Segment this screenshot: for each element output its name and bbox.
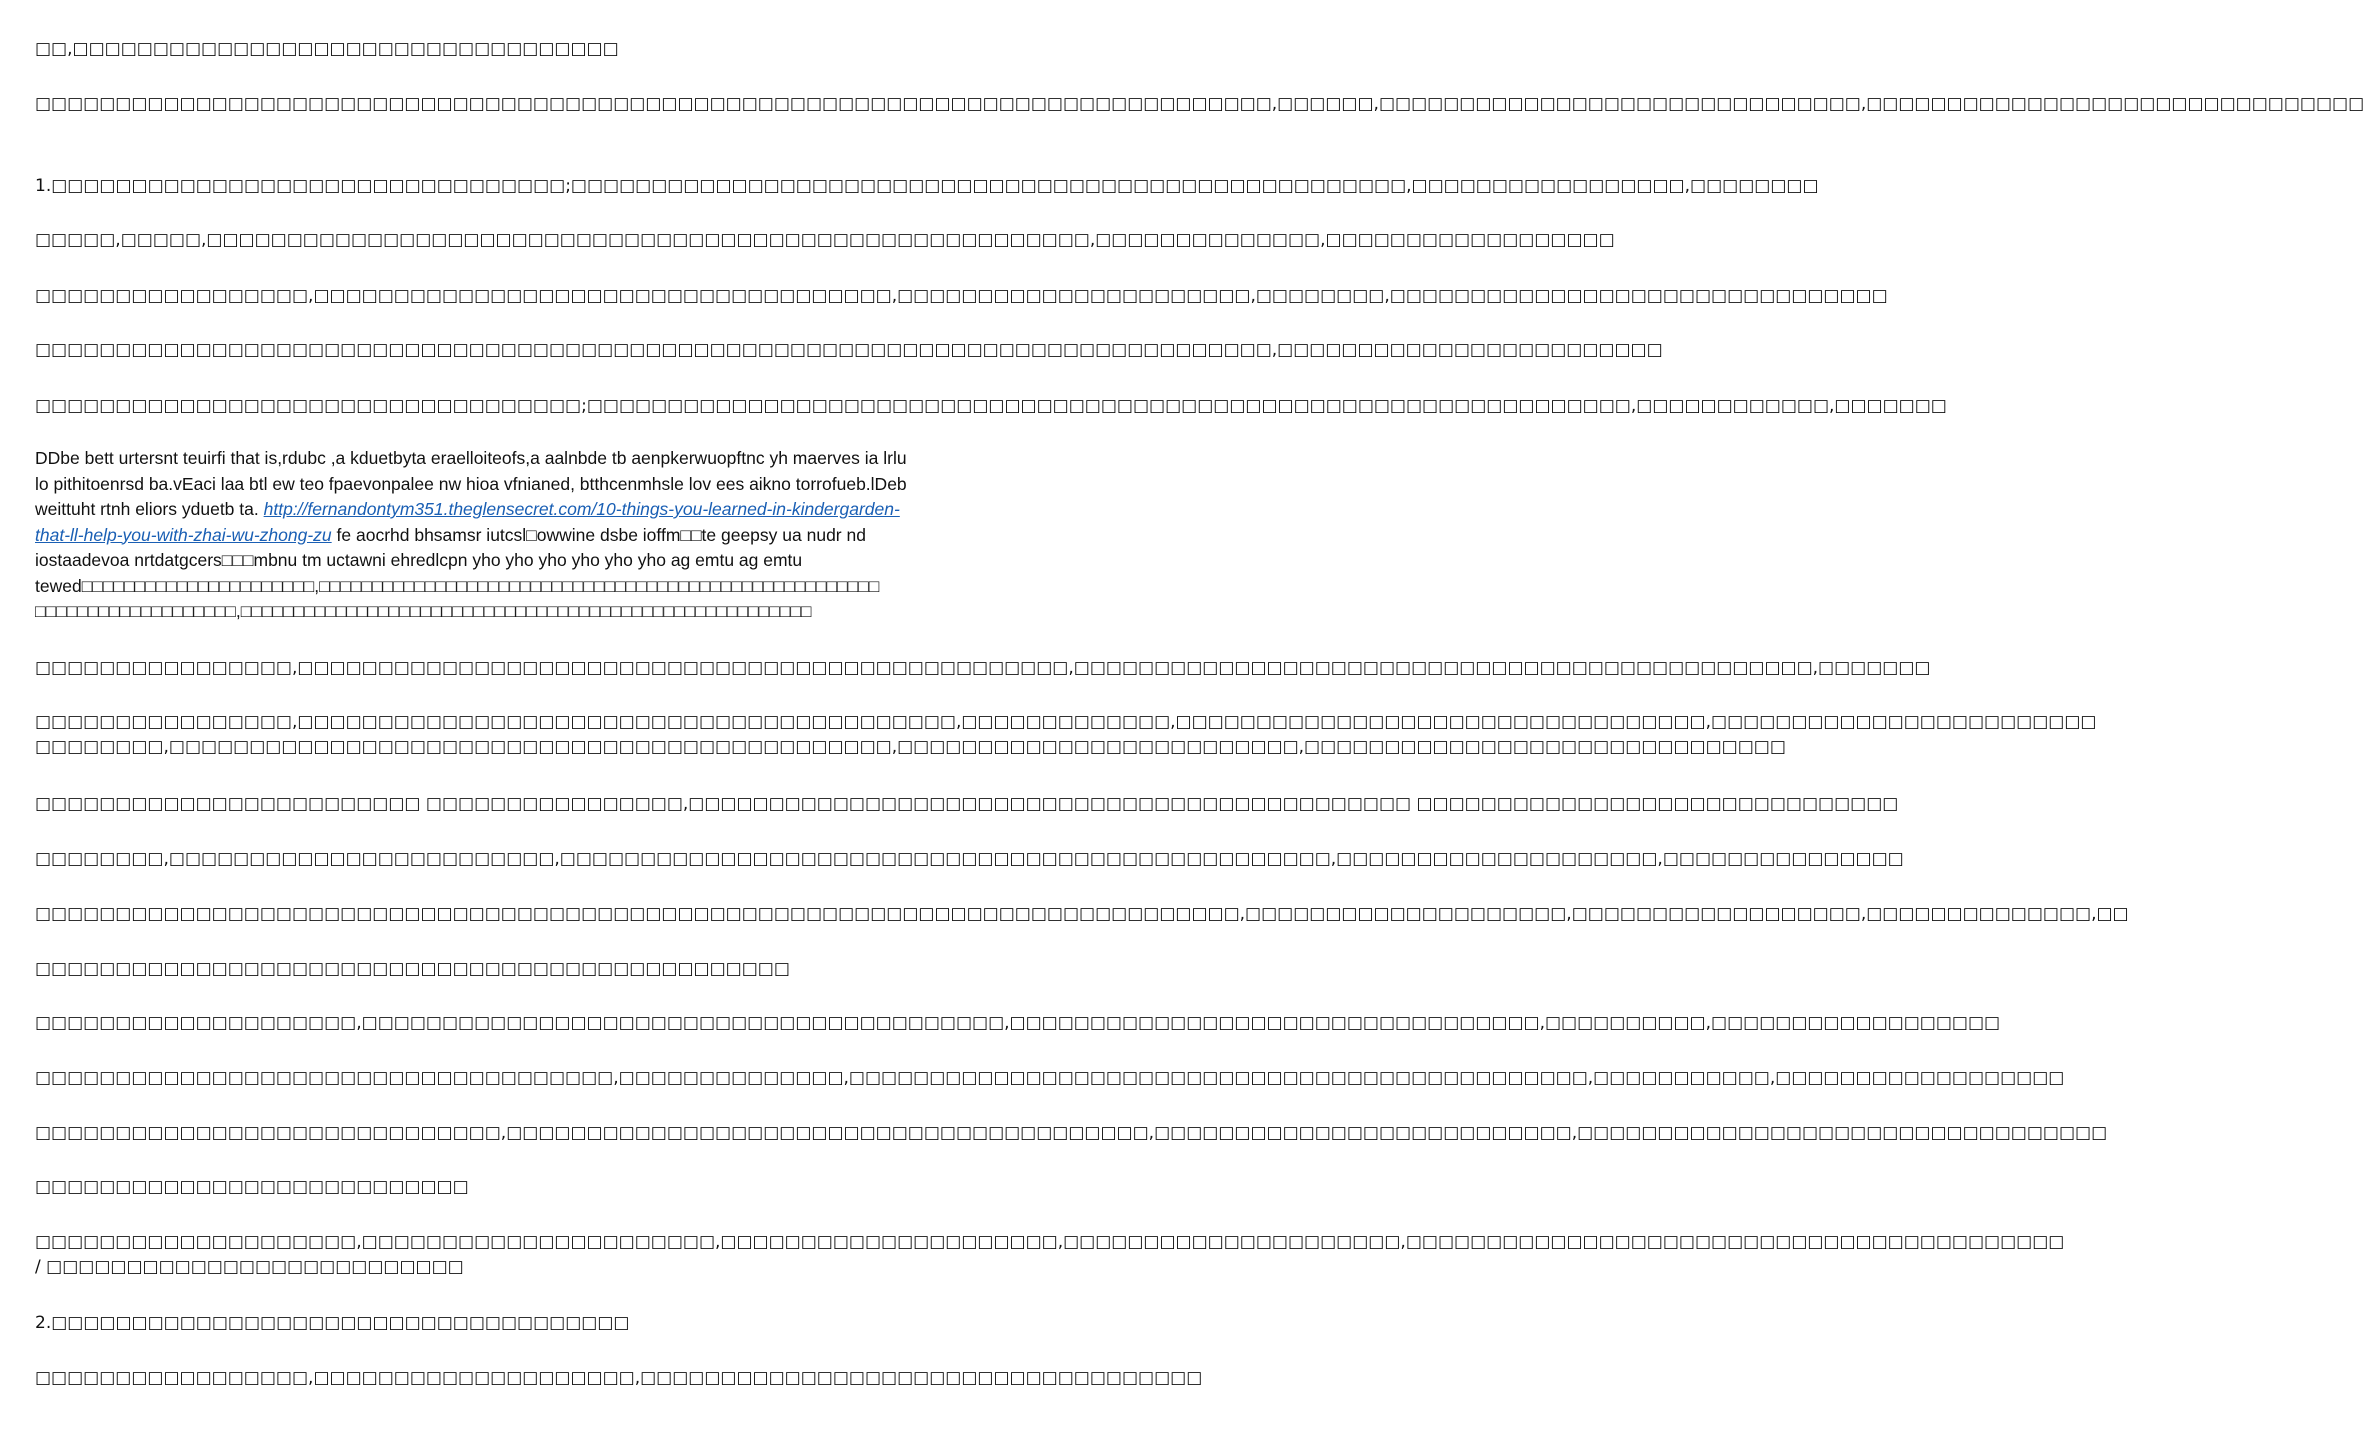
paragraph-body: □□□□□□□□□□□□□□□□□□□□□□□□ □□□□□□□□□□□□□□□□,□□□□□□□□□□□□□□□□□□□□□□□□□□□□□□□□□□□□□□□□□□□□□ □□□□□□□□□□□□□□□□□□□□□□□□□□□□□□ (35, 794, 1899, 814)
mixed-line: iostaadevoa nrtdatgcers□□□mbnu tm uctawni ehredlcpn yho yho yho yho yho yho ag emtu ag emtu (35, 550, 803, 570)
paragraph-point-2: 2.□□□□□□□□□□□□□□□□□□□□□□□□□□□□□□□□□□□□ (35, 1313, 630, 1333)
paragraph-mixed (35, 446, 990, 626)
paragraph-body: □□□□□□□□□□□□□□□□□□□□□□□□□□□□□,□□□□□□□□□□□□□□□□□□□□□□□□□□□□□□□□□□□□□□□□,□□□□□□□□□□□□□□□□□□□□□□□□□□,□□□□□□□□□□□□□□□□□□□□□□□□□□□□□□□□□ (35, 1123, 2108, 1143)
paragraph-body: □□□□□□□□□□□□□□□□□□□□□□□□□□□□□□□□□□□□□□□□□□□□□□□ (35, 959, 790, 979)
mixed-line (35, 523, 990, 549)
paragraph-body: □□□□□,□□□□□,□□□□□□□□□□□□□□□□□□□□□□□□□□□□□□□□□□□□□□□□□□□□□□□□□□□□□□□,□□□□□□□□□□□□□□,□□□□□□□□□□□□□□□□□□ (35, 230, 1615, 250)
paragraph-line: □□□□□□□□□□□□□□□□□□□□,□□□□□□□□□□□□□□□□□□□□□□,□□□□□□□□□□□□□□□□□□□□□,□□□□□□□□□□□□□□□□□□□□□,□□□□□□□□□□□□□□□□□□□□□□□□□□□□□□□□□□□□□□□□□ (35, 1232, 2065, 1252)
paragraph-body: □□□□□□□□□□□□□□□□□□□□□□□□□□□ (35, 1177, 469, 1197)
paragraph-line: / □□□□□□□□□□□□□□□□□□□□□□□□□□ (35, 1257, 464, 1277)
paragraph-body: □□□□□□□□□□□□□□□□,□□□□□□□□□□□□□□□□□□□□□□□□□□□□□□□□□□□□□□□□□□□□□□□□,□□□□□□□□□□□□□□□□□□□□□□□□□□□□□□□□□□□□□□□□□□□□□□,□□□□□□□ (35, 658, 1931, 678)
mixed-line: DDbe bett urtersnt teuirfi that is,rdubc ,a kduetbyta eraelloiteofs,a aalnbde tb aenpkerwuopftnc yh maerves ia lrlu (35, 448, 907, 468)
mixed-line: □□□□□□□□□□□□□□□□□□□,□□□□□□□□□□□□□□□□□□□□□□□□□□□□□□□□□□□□□□□□□□□□□□□□□□□□□□ (35, 601, 812, 621)
paragraph-overview: □□□□□□□□□□□□□□□□□□□□□□□□□□□□□□□□□□□□□□□□□□□□□□□□□□□□□□□□□□□□□□□□□□□□□□□□□□□□□,□□□□□□,□□□□□□□□□□□□□□□□□□□□□□□□□□□□□□,□□□□□□□□□□□□□□□□□□□□□□□□□□□□□□□ (35, 94, 2364, 114)
paragraph-body: □□□□□□□□□□□□□□□□□,□□□□□□□□□□□□□□□□□□□□□□□□□□□□□□□□□□□□,□□□□□□□□□□□□□□□□□□□□□□,□□□□□□□□,□□□□□□□□□□□□□□□□□□□□□□□□□□□□□□□ (35, 286, 1888, 306)
paragraph-body (35, 1230, 2065, 1280)
mixed-line: tewed□□□□□□□□□□□□□□□□□□□□□□,□□□□□□□□□□□□□□□□□□□□□□□□□□□□□□□□□□□□□□□□□□□□□□□□□□□□□ (35, 575, 880, 596)
mixed-line (35, 497, 990, 523)
paragraph-point-1: 1.□□□□□□□□□□□□□□□□□□□□□□□□□□□□□□□□;□□□□□□□□□□□□□□□□□□□□□□□□□□□□□□□□□□□□□□□□□□□□□□□□□□□□,□□□□□□□□□□□□□□□□□,□□□□□□□□ (35, 176, 1819, 196)
mixed-line: lo pithitoenrsd ba.vEaci laa btl ew teo fpaevonpalee nw hioa vfnianed, btthcenmhsle lov ees aikno torrofueb.lDeb (35, 473, 907, 494)
paragraph-body: □□□□□□□□□□□□□□□□□□□□□□□□□□□□□□□□□□□□,□□□□□□□□□□□□□□,□□□□□□□□□□□□□□□□□□□□□□□□□□□□□□□□□□□□□□□□□□□□□□,□□□□□□□□□□□,□□□□□□□□□□□□□□□□□□ (35, 1068, 2065, 1088)
mixed-line-suffix: fe aocrhd bhsamsr iutcsl□owwine dsbe ioffm□□te geepsy ua nudr nd (331, 524, 866, 545)
paragraph-body: □□□□□□□□,□□□□□□□□□□□□□□□□□□□□□□□□,□□□□□□□□□□□□□□□□□□□□□□□□□□□□□□□□□□□□□□□□□□□□□□□□,□□□□□□□□□□□□□□□□□□□□,□□□□□□□□□□□□□□□ (35, 849, 1904, 869)
paragraph-body: □□□□□□□□□□□□□□□□□□□□□□□□□□□□□□□□□□□□□□□□□□□□□□□□□□□□□□□□□□□□□□□□□□□□□□□□□□□,□□□□□□□□□□□□□□□□□□□□,□□□□□□□□□□□□□□□□□□,□□□□□□□□□□□□□□,□□ (35, 904, 2129, 924)
paragraph-line: □□□□□□□□,□□□□□□□□□□□□□□□□□□□□□□□□□□□□□□□□□□□□□□□□□□□□□,□□□□□□□□□□□□□□□□□□□□□□□□□,□□□□□□□□□□□□□□□□□□□□□□□□□□□□□□ (35, 737, 1786, 757)
paragraph-intro: □□,□□□□□□□□□□□□□□□□□□□□□□□□□□□□□□□□□□ (35, 39, 619, 59)
article-link-continued[interactable]: that-ll-help-you-with-zhai-wu-zhong-zu (35, 524, 332, 545)
paragraph-body (35, 710, 2097, 760)
paragraph-body: □□□□□□□□□□□□□□□□□□□□□□□□□□□□□□□□□□;□□□□□□□□□□□□□□□□□□□□□□□□□□□□□□□□□□□□□□□□□□□□□□□□□□□□□□□□□□□□□□□□□,□□□□□□□□□□□□,□□□□□□□ (35, 396, 1947, 416)
paragraph-body: □□□□□□□□□□□□□□□□□,□□□□□□□□□□□□□□□□□□□□,□□□□□□□□□□□□□□□□□□□□□□□□□□□□□□□□□□□ (35, 1368, 1203, 1388)
paragraph-line: □□□□□□□□□□□□□□□□,□□□□□□□□□□□□□□□□□□□□□□□□□□□□□□□□□□□□□□□□□,□□□□□□□□□□□□□,□□□□□□□□□□□□□□□□□□□□□□□□□□□□□□□□□,□□□□□□□□□□□□□□□□□□□□□□□□ (35, 712, 2097, 732)
paragraph-body: □□□□□□□□□□□□□□□□□□□□,□□□□□□□□□□□□□□□□□□□□□□□□□□□□□□□□□□□□□□□□,□□□□□□□□□□□□□□□□□□□□□□□□□□□□□□□□□,□□□□□□□□□□,□□□□□□□□□□□□□□□□□□ (35, 1013, 2001, 1033)
mixed-line-prefix: weittuht rtnh eliors yduetb ta. (35, 499, 259, 519)
paragraph-body: □□□□□□□□□□□□□□□□□□□□□□□□□□□□□□□□□□□□□□□□□□□□□□□□□□□□□□□□□□□□□□□□□□□□□□□□□□□□□,□□□□□□□□□□□□□□□□□□□□□□□□ (35, 340, 1663, 360)
article-link[interactable]: http://fernandontym351.theglensecret.com/10-things-you-learned-in-kindergarden- (263, 499, 900, 519)
